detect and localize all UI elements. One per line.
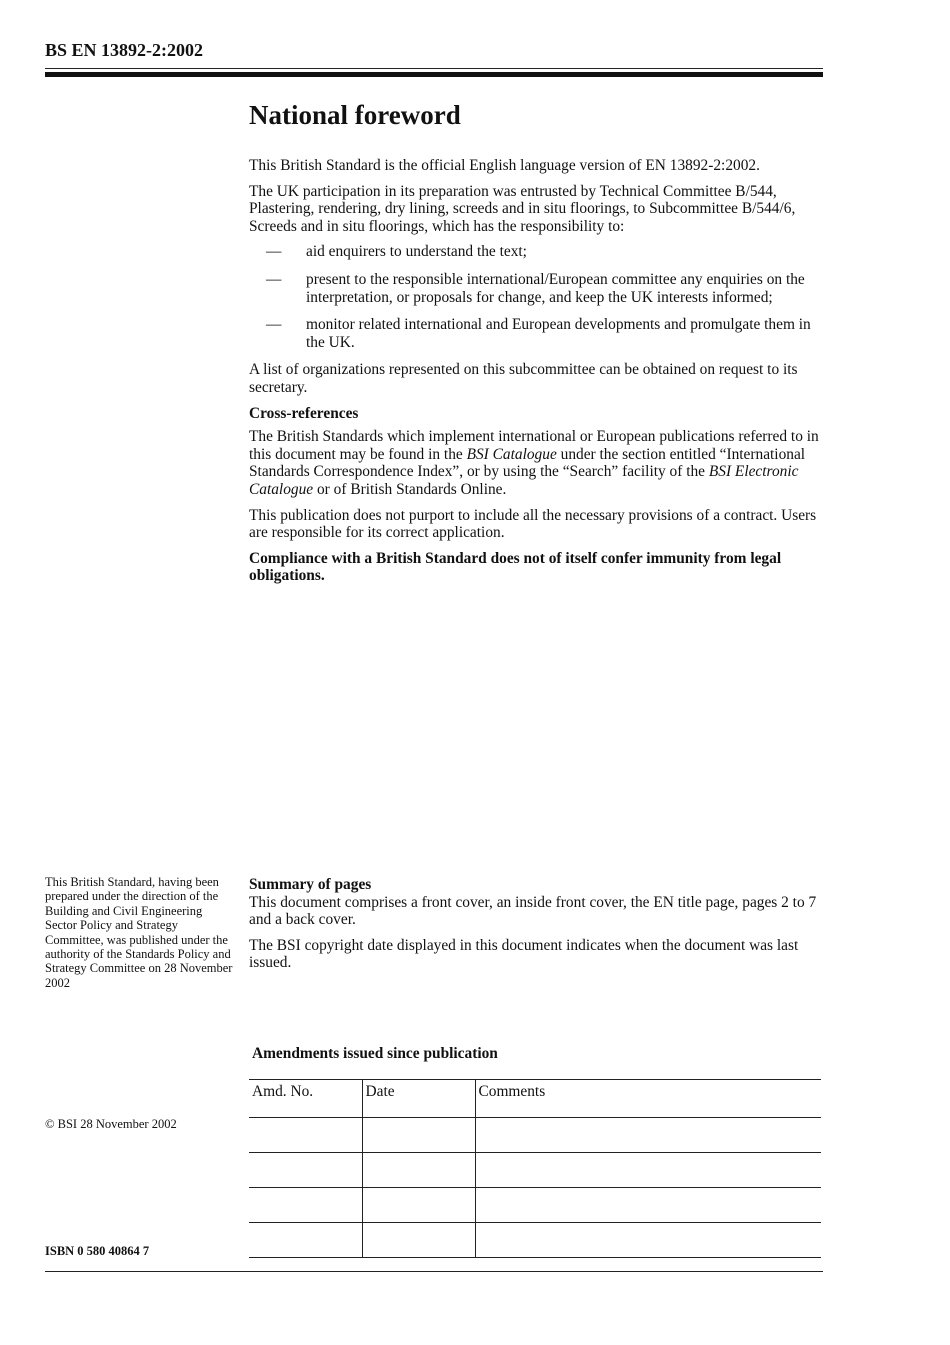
header-rule-thin bbox=[45, 68, 823, 69]
bullet-dash: — bbox=[266, 243, 282, 261]
summary-section bbox=[249, 876, 823, 980]
table-header-row bbox=[249, 1080, 821, 1118]
foreword-body bbox=[249, 157, 823, 593]
column-header-amd-no: Amd. No. bbox=[249, 1080, 362, 1118]
cross-references-paragraph-2: This publication does not purport to include all the necessary provisions of a contract. Users are responsible for its correct application. bbox=[249, 506, 817, 542]
compliance-statement: Compliance with a British Standard does not of itself confer immunity from legal obligations. bbox=[249, 549, 782, 585]
column-header-comments: Comments bbox=[475, 1080, 821, 1118]
list-item bbox=[249, 316, 823, 351]
text-run: under the section entitled “International Standards Correspondence Index”, or by using the “Search” facility of the bbox=[249, 445, 806, 481]
table-cell bbox=[475, 1118, 821, 1153]
bsi-electronic-catalogue-title: BSI Electronic Catalogue bbox=[249, 463, 799, 498]
copyright-notice: © BSI 28 November 2002 bbox=[45, 1117, 177, 1131]
bullet-dash: — bbox=[266, 316, 282, 334]
summary-heading: Summary of pages bbox=[249, 876, 372, 893]
table-cell bbox=[249, 1153, 362, 1188]
amendments-table bbox=[249, 1079, 821, 1258]
table-cell bbox=[362, 1188, 475, 1223]
intro-paragraph-2: The UK participation in its preparation was entrusted by Technical Committee B/544, Plastering, rendering, dry lining, screeds and in situ floorings, to Subcommittee B/544/6, Screeds and in situ floorings, which has the responsibility to: bbox=[249, 182, 796, 235]
list-item-text: aid enquirers to understand the text; bbox=[306, 243, 527, 261]
cross-references-heading: Cross-references bbox=[249, 404, 359, 422]
summary-paragraph-1: This document comprises a front cover, an inside front cover, the EN title page, pages 2 to 7 and a back cover. bbox=[249, 893, 817, 929]
list-item-text: present to the responsible international/European committee any enquiries on the interpretation, or proposals for change, and keep the UK interests informed; bbox=[306, 270, 805, 306]
table-cell bbox=[249, 1188, 362, 1223]
intro-paragraph-3: A list of organizations represented on this subcommittee can be obtained on request to its secretary. bbox=[249, 361, 798, 396]
table-cell bbox=[249, 1223, 362, 1258]
table-row bbox=[249, 1118, 821, 1153]
responsibility-list bbox=[249, 243, 823, 351]
text-run: or of British Standards Online. bbox=[313, 480, 507, 498]
authority-text: This British Standard, having been prepared under the direction of the Building and Civil Engineering Sector Policy and Strategy Committee, was published under the authority of the Standards Policy and Strategy Committee on 28 November 2002 bbox=[45, 875, 233, 990]
table-cell bbox=[475, 1188, 821, 1223]
bsi-catalogue-title: BSI Catalogue bbox=[466, 445, 557, 463]
table-cell bbox=[362, 1223, 475, 1258]
table-cell bbox=[362, 1118, 475, 1153]
document-id: BS EN 13892-2:2002 bbox=[45, 40, 204, 60]
text-run: The British Standards which implement international or European publications referred to in this document may be found in the bbox=[249, 428, 819, 463]
summary-paragraph-2: The BSI copyright date displayed in this document indicates when the document was last issued. bbox=[249, 936, 799, 972]
table-cell bbox=[475, 1223, 821, 1258]
table-cell bbox=[362, 1153, 475, 1188]
amendments-title: Amendments issued since publication bbox=[252, 1045, 498, 1062]
column-header-date: Date bbox=[362, 1080, 475, 1118]
header-rule-thick bbox=[45, 72, 823, 77]
table-row bbox=[249, 1188, 821, 1223]
isbn-number: ISBN 0 580 40864 7 bbox=[45, 1244, 150, 1258]
list-item bbox=[249, 271, 823, 306]
table-cell bbox=[249, 1118, 362, 1153]
list-item bbox=[249, 243, 823, 261]
intro-paragraph-1: This British Standard is the official English language version of EN 13892-2:2002. bbox=[249, 157, 760, 174]
list-item-text: monitor related international and European developments and promulgate them in the UK. bbox=[306, 316, 811, 351]
cross-references-paragraph-1 bbox=[249, 428, 823, 498]
table-row bbox=[249, 1153, 821, 1188]
table-row bbox=[249, 1223, 821, 1258]
bullet-dash: — bbox=[266, 270, 282, 288]
publication-authority-note bbox=[45, 875, 235, 990]
page-title: National foreword bbox=[249, 100, 461, 130]
table-cell bbox=[475, 1153, 821, 1188]
footer-rule bbox=[45, 1271, 823, 1272]
